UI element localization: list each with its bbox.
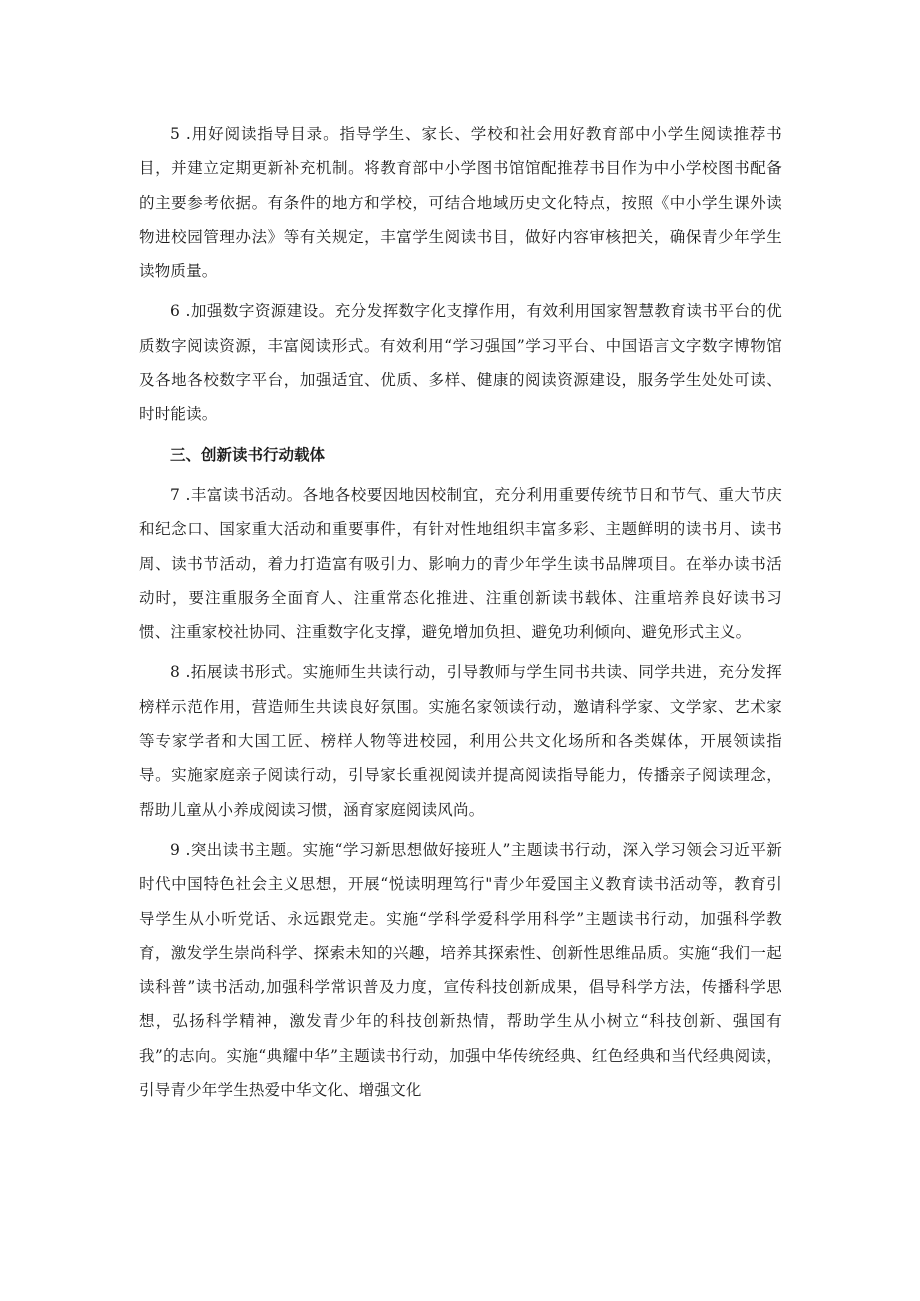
paragraph-6: 6 .加强数字资源建设。充分发挥数字化支撑作用，有效利用国家智慧教育读书平台的优质数字阅读资源，丰富阅读形式。有效利用“学习强国”学习平台、中国语言文字数字博物馆及各地各校数字平台，加强适宜、优质、多样、健康的阅读资源建设，服务学生处处可读、时时能读。 xyxy=(139,302,782,424)
document-page xyxy=(139,117,782,1113)
paragraph-5: 5 .用好阅读指导目录。指导学生、家长、学校和社会用好教育部中小学生阅读推荐书目，并建立定期更新补充机制。将教育部中小学图书馆馆配推荐书目作为中小学校图书配备的主要参考依据。有条件的地方和学校，可结合地域历史文化特点，按照《中小学生课外读物进校园管理办法》等有关规定，丰富学生阅读书目，做好内容审核把关，确保青少年学生读物质量。 xyxy=(139,125,782,281)
paragraph-7: 7 .丰富读书活动。各地各校要因地因校制宜，充分利用重要传统节日和节气、重大节庆和纪念口、国家重大活动和重要事件，有针对性地组织丰富多彩、主题鲜明的读书月、读书周、读书节活动，着力打造富有吸引力、影响力的青少年学生读书品牌项目。在举办读书活动时，要注重服务全面育人、注重常态化推进、注重创新读书载体、注重培养良好读书习惯、注重家校社协同、注重数字化支撑，避免增加负担、避免功利倾向、避免形式主义。 xyxy=(139,485,782,642)
paragraph-9: 9 .突出读书主题。实施“学习新思想做好接班人”主题读书行动，深入学习领会习近平新时代中国特色社会主义思想，开展“悦读明理笃行"青少年爱国主义教育读书活动等，教育引导学生从小听党话、永远跟党走。实施“学科学爱科学用科学”主题读书行动，加强科学教育，激发学生崇尚科学、探索未知的兴趣，培养其探索性、创新性思维品质。实施“我们一起读科普”读书活动,加强科学常识普及力度，宣传科技创新成果，倡导科学方法，传播科学思想，弘扬科学精神，激发青少年的科技创新热情，帮助学生从小树立“科技创新、强国有我”的志向。实施“典耀中华”主题读书行动，加强中华传统经典、红色经典和当代经典阅读，引导青少年学生热爱中华文化、增强文化 xyxy=(139,840,782,1100)
section-heading-3: 三、创新读书行动载体 xyxy=(170,445,326,464)
paragraph-8: 8 .拓展读书形式。实施师生共读行动，引导教师与学生同书共读、同学共进，充分发挥榜样示范作用，营造师生共读良好氛围。实施名家领读行动，邀请科学家、文学家、艺术家等专家学者和大国工匠、榜样人物等进校园，利用公共文化场所和各类媒体，开展领读指导。实施家庭亲子阅读行动，引导家长重视阅读并提高阅读指导能力，传播亲子阅读理念，帮助儿童从小养成阅读习惯，涵育家庭阅读风尚。 xyxy=(139,663,782,819)
